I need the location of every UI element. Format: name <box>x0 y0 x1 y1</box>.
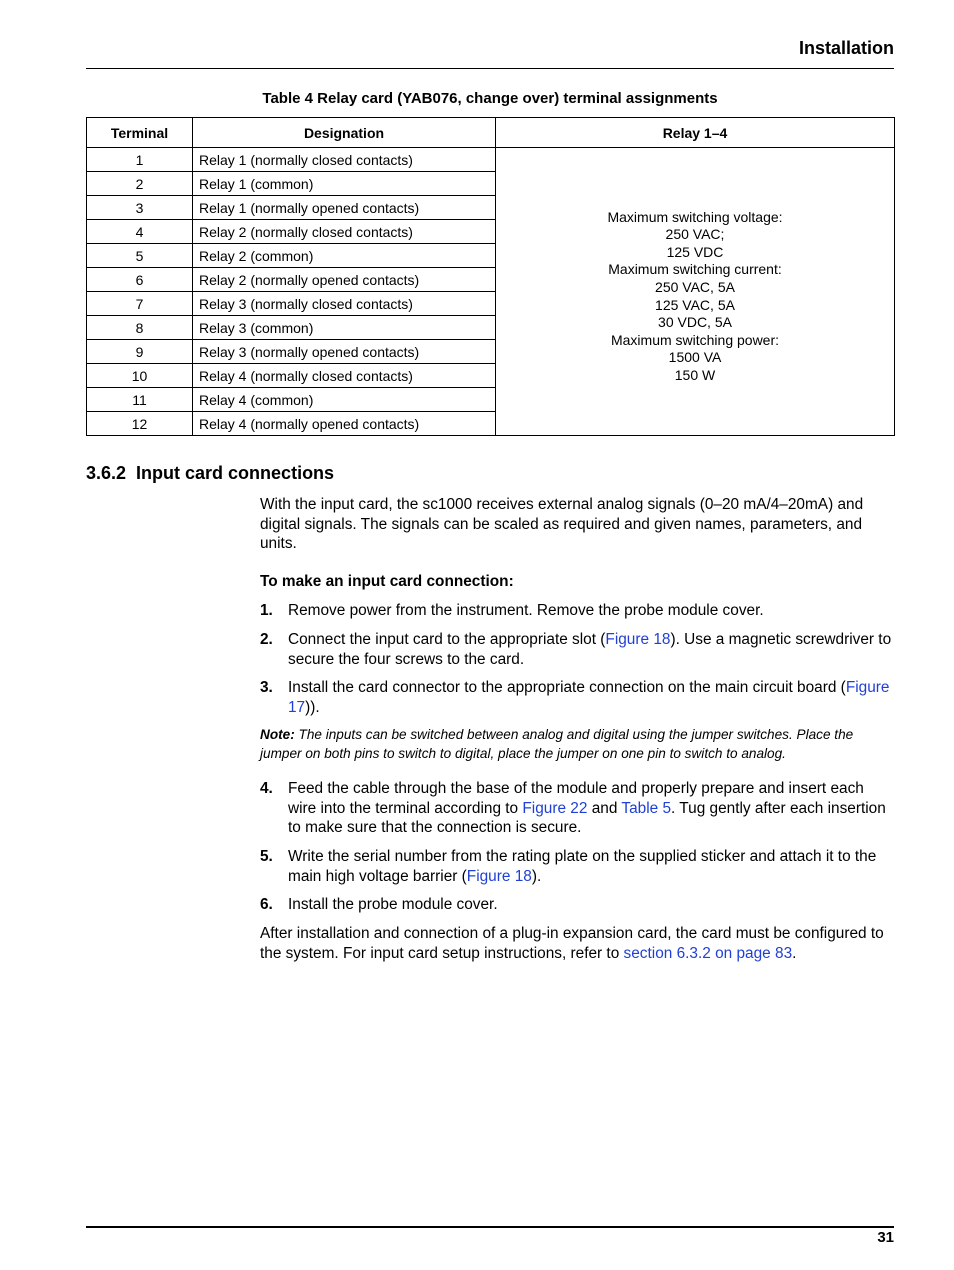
table-5-link[interactable]: Table 5 <box>621 799 672 817</box>
section-6-3-2-link[interactable]: section 6.3.2 on page 83 <box>623 944 793 962</box>
terminal-cell: 8 <box>87 316 193 340</box>
terminal-cell: 10 <box>87 364 193 388</box>
terminal-cell: 1 <box>87 148 193 172</box>
procedure-heading: To make an input card connection: <box>260 573 514 590</box>
figure-18-link[interactable]: Figure 18 <box>466 867 532 885</box>
step-6 <box>260 895 894 915</box>
designation-cell: Relay 4 (normally closed contacts) <box>193 364 496 388</box>
terminal-cell: 2 <box>87 172 193 196</box>
figure-17-link[interactable]: Figure 17 <box>288 679 890 716</box>
section-heading <box>86 463 334 484</box>
page-number: 31 <box>877 1229 894 1246</box>
designation-cell: Relay 1 (common) <box>193 172 496 196</box>
step-5 <box>260 847 894 886</box>
closing-paragraph: After installation and connection of a plug-in expansion card, the card must be configured to the system. For input card setup instructions, refer to section 6.3.2 on page 83. <box>260 925 884 962</box>
note-text: The inputs can be switched between analog and digital using the jumper switches. Place the jumper on both pins to switch to digital, place the jumper on one pin to switch to analog. <box>260 727 854 761</box>
note-label: Note: <box>260 727 295 742</box>
step-4 <box>260 779 894 838</box>
spec-line: 1500 VA <box>668 349 722 366</box>
spec-line: 125 VAC, 5A <box>655 296 735 313</box>
spec-line: 30 VDC, 5A <box>658 314 732 331</box>
spec-line: Maximum switching power: <box>610 331 780 348</box>
header-rule <box>86 68 894 69</box>
step-number: 6. <box>260 896 273 913</box>
section-title: Input card connections <box>136 463 335 483</box>
designation-cell: Relay 1 (normally opened contacts) <box>193 196 496 220</box>
step-1 <box>260 601 894 621</box>
column-header-terminal: Terminal <box>87 118 193 148</box>
spec-line: Maximum switching current: <box>608 261 782 278</box>
section-number: 3.6.2 <box>86 463 127 483</box>
footer-rule <box>86 1226 894 1228</box>
step-text: Connect the input card to the appropriate slot (Figure 18). Use a magnetic screwdriver to secure the four screws to the card. <box>288 631 892 668</box>
terminal-cell: 9 <box>87 340 193 364</box>
designation-cell: Relay 1 (normally closed contacts) <box>193 148 496 172</box>
designation-cell: Relay 4 (common) <box>193 388 496 412</box>
spec-line: Maximum switching voltage: <box>607 208 783 225</box>
note-paragraph <box>260 726 894 763</box>
step-number: 4. <box>260 780 273 797</box>
designation-cell: Relay 2 (normally closed contacts) <box>193 220 496 244</box>
terminal-cell: 6 <box>87 268 193 292</box>
designation-cell: Relay 2 (common) <box>193 244 496 268</box>
step-text: Feed the cable through the base of the module and properly prepare and insert each wire into the terminal according to Figure 22 and Table 5. Tug gently after each insertion to make sure that the connection is secure. <box>288 780 886 836</box>
step-number: 1. <box>260 602 273 619</box>
designation-cell: Relay 3 (normally closed contacts) <box>193 292 496 316</box>
designation-cell: Relay 4 (normally opened contacts) <box>193 412 496 436</box>
step-text: Install the probe module cover. <box>288 896 498 913</box>
step-3 <box>260 678 894 717</box>
terminal-cell: 3 <box>87 196 193 220</box>
step-text: Remove power from the instrument. Remove the probe module cover. <box>288 602 764 619</box>
step-text: Install the card connector to the appropriate connection on the main circuit board (Figure 17)). <box>288 679 890 716</box>
terminal-cell: 5 <box>87 244 193 268</box>
figure-18-link[interactable]: Figure 18 <box>605 631 671 648</box>
step-2 <box>260 630 894 669</box>
column-header-relay: Relay 1–4 <box>496 118 895 148</box>
figure-22-link[interactable]: Figure 22 <box>522 799 588 817</box>
spec-line: 250 VAC, 5A <box>655 278 735 295</box>
designation-cell: Relay 3 (common) <box>193 316 496 340</box>
relay-terminal-table <box>86 117 895 436</box>
spec-line: 250 VAC; <box>665 226 725 243</box>
terminal-cell: 12 <box>87 412 193 436</box>
intro-paragraph: With the input card, the sc1000 receives external analog signals (0–20 mA/4–20mA) and digital signals. The signals can be scaled as required and given names, parameters, and units. <box>260 496 864 552</box>
table-caption: Table 4 Relay card (YAB076, change over) terminal assignments <box>262 90 718 107</box>
terminal-cell: 4 <box>87 220 193 244</box>
terminal-cell: 7 <box>87 292 193 316</box>
table-header-row <box>87 118 895 148</box>
step-number: 5. <box>260 848 273 865</box>
designation-cell: Relay 3 (normally opened contacts) <box>193 340 496 364</box>
table-row <box>87 148 895 172</box>
step-number: 2. <box>260 631 273 648</box>
relay-spec-cell <box>496 148 895 436</box>
column-header-designation: Designation <box>193 118 496 148</box>
designation-cell: Relay 2 (normally opened contacts) <box>193 268 496 292</box>
spec-line: 150 W <box>674 366 716 383</box>
step-text: Write the serial number from the rating plate on the supplied sticker and attach it to the main high voltage barrier (Figure 18). <box>288 848 877 885</box>
terminal-cell: 11 <box>87 388 193 412</box>
step-number: 3. <box>260 679 273 696</box>
spec-line: 125 VDC <box>666 243 724 260</box>
running-header-title: Installation <box>798 38 894 58</box>
